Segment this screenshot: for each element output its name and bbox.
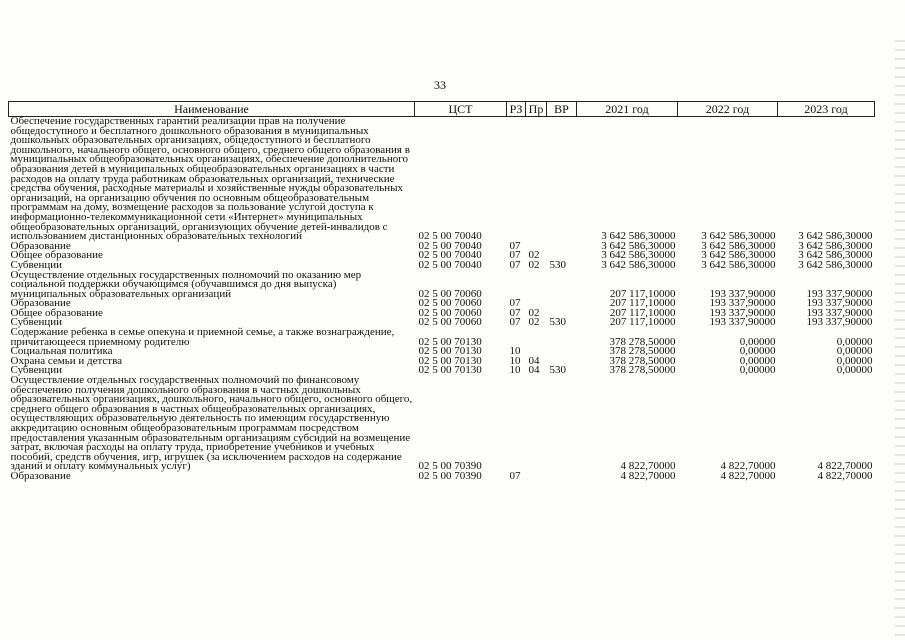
cell-y2023: 3 642 586,30000: [798, 239, 873, 252]
cell-y2021: 207 117,10000: [609, 297, 676, 310]
cell-name: Образование: [10, 239, 71, 252]
cell-name: Субвенции: [10, 258, 63, 271]
cell-y2021: 207 117,10000: [609, 316, 676, 329]
cell-rz: [507, 117, 526, 242]
cell-rz: 07: [509, 249, 521, 262]
cell-y2023: 3 642 586,30000: [798, 249, 873, 262]
cell-pr: [526, 117, 547, 242]
cell-rz: 07: [509, 297, 521, 310]
cell-cst: 02 5 00 70060: [418, 287, 482, 300]
table-row: [9, 472, 875, 482]
cell-vr: [547, 328, 577, 347]
table-row: [9, 271, 875, 300]
table-row: [9, 376, 875, 472]
cell-y2022: 3 642 586,30000: [701, 258, 776, 271]
cell-y2021: 378 278,50000: [609, 364, 676, 377]
budget-table: [8, 101, 875, 482]
cell-y2021: 3 642 586,30000: [601, 239, 676, 252]
cell-pr: 02: [528, 258, 540, 271]
cell-vr: [547, 472, 577, 482]
cell-y2022: 0,00000: [739, 345, 776, 358]
cell-y2022: 3 642 586,30000: [701, 249, 776, 262]
header-name: Наименование: [9, 102, 415, 117]
cell-rz: 07: [509, 306, 521, 319]
cell-rz: 07: [509, 469, 521, 482]
header-vr: ВР: [547, 102, 577, 117]
cell-vr: 530: [549, 364, 566, 377]
cell-name: Образование: [10, 469, 71, 482]
header-2021: 2021 год: [577, 102, 678, 117]
cell-pr: 02: [528, 306, 540, 319]
cell-y2023: 0,00000: [836, 345, 873, 358]
header-2023: 2023 год: [778, 102, 875, 117]
cell-vr: [547, 242, 577, 252]
cell-y2021: 378 278,50000: [609, 354, 676, 367]
cell-pr: [526, 328, 547, 347]
cell-y2022: 0,00000: [739, 364, 776, 377]
cell-cst: 02 5 00 70060: [418, 306, 482, 319]
cell-y2021: 4 822,70000: [620, 460, 676, 473]
cell-y2022: 4 822,70000: [720, 460, 776, 473]
cell-cst: 02 5 00 70060: [418, 297, 482, 310]
header-cst: ЦСТ: [415, 102, 507, 117]
cell-y2021: 207 117,10000: [609, 287, 676, 300]
cell-rz: 07: [509, 258, 521, 271]
cell-y2023: 4 822,70000: [817, 460, 873, 473]
cell-rz: 10: [509, 345, 521, 358]
header-2022: 2022 год: [678, 102, 778, 117]
cell-y2023: 0,00000: [836, 335, 873, 348]
cell-y2022: 3 642 586,30000: [701, 239, 776, 252]
cell-cst: 02 5 00 70040: [418, 249, 482, 262]
cell-y2021: 3 642 586,30000: [601, 230, 676, 243]
cell-name: Субвенции: [10, 364, 63, 377]
cell-cst: 02 5 00 70390: [418, 460, 482, 473]
cell-y2022: 3 642 586,30000: [701, 230, 776, 243]
cell-y2022: 4 822,70000: [720, 469, 776, 482]
cell-y2021: 207 117,10000: [609, 306, 676, 319]
cell-name: Осуществление отдельных государственных полномочий по оказанию мер социальной поддержки обучающимся (обучавшимся до дня выпуска) муниципальных образовательных организаций: [10, 268, 362, 300]
cell-pr: [526, 376, 547, 472]
cell-cst: 02 5 00 70390: [418, 469, 482, 482]
cell-y2022: 193 337,90000: [709, 316, 776, 329]
cell-rz: 07: [509, 316, 521, 329]
cell-vr: 530: [549, 316, 566, 329]
cell-pr: [526, 472, 547, 482]
cell-vr: [547, 299, 577, 309]
cell-pr: [526, 271, 547, 300]
cell-cst: 02 5 00 70040: [418, 258, 482, 271]
cell-y2021: 378 278,50000: [609, 345, 676, 358]
table-row: [9, 117, 875, 242]
table-body: [9, 117, 875, 482]
cell-cst: 02 5 00 70060: [418, 316, 482, 329]
cell-name: Общее образование: [10, 306, 103, 319]
cell-vr: [547, 376, 577, 472]
cell-y2021: 3 642 586,30000: [601, 249, 676, 262]
cell-y2022: 0,00000: [739, 335, 776, 348]
cell-y2021: 378 278,50000: [609, 335, 676, 348]
header-pr: Пр: [526, 102, 547, 117]
cell-name: Образование: [10, 297, 71, 310]
cell-cst: 02 5 00 70040: [418, 239, 482, 252]
cell-rz: 07: [509, 239, 521, 252]
cell-y2023: 193 337,90000: [806, 316, 873, 329]
cell-y2023: 193 337,90000: [806, 297, 873, 310]
cell-y2023: 193 337,90000: [806, 287, 873, 300]
page-number: 33: [434, 78, 446, 92]
cell-vr: [547, 347, 577, 357]
cell-cst: 02 5 00 70130: [418, 335, 482, 348]
cell-vr: 530: [549, 258, 566, 271]
cell-y2023: 3 642 586,30000: [798, 230, 873, 243]
cell-name: Субвенции: [10, 316, 63, 329]
cell-name: Осуществление отдельных государственных полномочий по финансовому обеспечению получения дошкольного образования в частных дошкольных образовательных организациях, дошкольного, начального общего, основного общего, среднего общего образования в частных общеобразовательных организациях, осуществляющих образовательную деятельность по имеющим государственную аккредитацию основным общеобразовательным программам посредством предоставления указанным образовательным организациям субсидий на возмещение затрат, включая расходы на оплату труда, приобретение учебников и учебных пособий, средств обучения, игр, игрушек (за исключением расходов на содержание зданий и оплату коммунальных услуг): [10, 374, 413, 473]
cell-pr: 02: [528, 249, 540, 262]
cell-cst: 02 5 00 70130: [418, 354, 482, 367]
cell-rz: [507, 376, 526, 472]
cell-y2022: 193 337,90000: [709, 306, 776, 319]
cell-y2023: 0,00000: [836, 354, 873, 367]
cell-rz: 10: [509, 354, 521, 367]
cell-pr: 04: [528, 354, 540, 367]
scan-edge-artifact: [895, 40, 905, 640]
cell-rz: [507, 271, 526, 300]
cell-name: Содержание ребенка в семье опекуна и приемной семье, а также вознаграждение, причитающееся приемному родителю: [10, 326, 395, 348]
cell-vr: [547, 117, 577, 242]
cell-pr: 04: [528, 364, 540, 377]
cell-rz: 10: [509, 364, 521, 377]
cell-cst: 02 5 00 70040: [418, 230, 482, 243]
cell-y2022: 193 337,90000: [709, 297, 776, 310]
cell-name: Обеспечение государственных гарантий реализации прав на получение общедоступного и бесплатного дошкольного образования в муниципальных дошкольных образовательных организациях, общедоступного и бесплатного дошкольного, начального общего, основного общего, среднего общего образования в муниципальных общеобразовательных организациях, обеспечение дополнительного образования детей в муниципальных общеобразовательных организациях в части расходов на оплату труда работникам образовательных организаций, технические средства обучения, расходные материалы и хозяйственные нужды образовательных организаций, на организацию обучения по основным общеобразовательным программам на дому, возмещение расходов за пользование услугой доступа к информационно-телекоммуникационной сети «Интернет» муниципальных общеобразовательных организаций, организующих обучение детей-инвалидов с использованием дистанционных образовательных технологий: [10, 115, 410, 243]
cell-y2022: 0,00000: [739, 354, 776, 367]
cell-y2023: 4 822,70000: [817, 469, 873, 482]
cell-y2021: 3 642 586,30000: [601, 258, 676, 271]
cell-name: Социальная политика: [10, 345, 113, 358]
cell-y2021: 4 822,70000: [620, 469, 676, 482]
cell-pr: 02: [528, 316, 540, 329]
cell-cst: 02 5 00 70130: [418, 364, 482, 377]
cell-y2022: 193 337,90000: [709, 287, 776, 300]
cell-name: Общее образование: [10, 249, 103, 262]
header-rz: РЗ: [507, 102, 526, 117]
cell-cst: 02 5 00 70130: [418, 345, 482, 358]
cell-name: Охрана семьи и детства: [10, 354, 123, 367]
cell-y2023: 3 642 586,30000: [798, 258, 873, 271]
cell-vr: [547, 271, 577, 300]
cell-y2023: 193 337,90000: [806, 306, 873, 319]
cell-y2023: 0,00000: [836, 364, 873, 377]
